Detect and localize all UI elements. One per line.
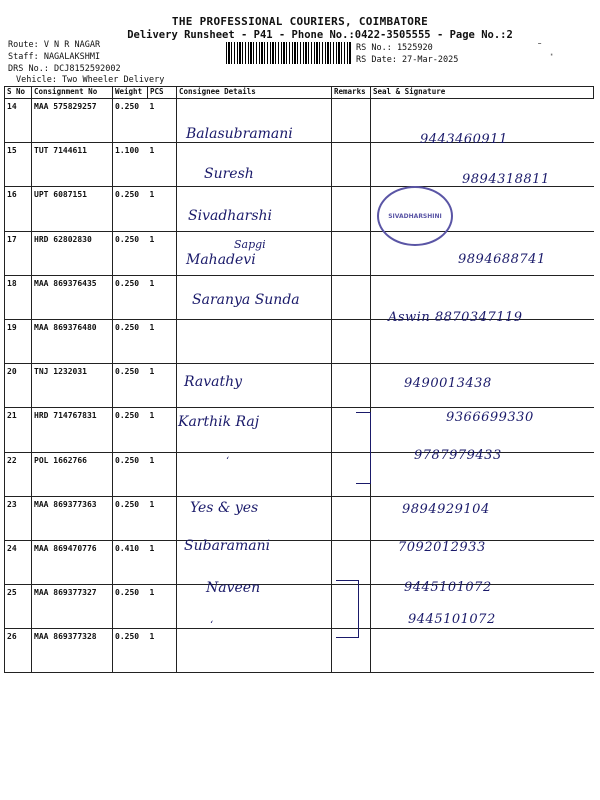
cell-consignment: TNJ 1232031: [32, 364, 113, 408]
cell-remarks: [332, 187, 371, 231]
cell-consignment: MAA 869470776: [32, 540, 113, 584]
handwritten-name: Naveen: [206, 580, 261, 596]
cell-pcs: 1: [148, 275, 177, 319]
handwritten-name: Sivadharshi: [188, 208, 273, 224]
cell-pcs: 1: [148, 364, 177, 408]
cell-remarks: [332, 275, 371, 319]
cell-sno: 15: [5, 143, 32, 187]
cell-remarks: [332, 143, 371, 187]
cell-pcs: 1: [148, 143, 177, 187]
cell-sno: 20: [5, 364, 32, 408]
cell-weight: 0.250: [113, 364, 148, 408]
cell-sno: 23: [5, 496, 32, 540]
cell-sno: 14: [5, 99, 32, 143]
handwritten-phone: 7092012933: [398, 540, 486, 555]
cell-consignment: MAA 869376480: [32, 319, 113, 363]
handwritten-phone: Aswin 8870347119: [388, 310, 523, 325]
cell-weight: 0.410: [113, 540, 148, 584]
cell-pcs: 1: [148, 540, 177, 584]
rs-date: RS Date: 27-Mar-2025: [356, 55, 459, 65]
handwritten-phone: 9894688741: [458, 252, 546, 267]
handwritten-name: Yes & yes: [190, 500, 259, 516]
cell-sno: 21: [5, 408, 32, 452]
cell-weight: 0.250: [113, 231, 148, 275]
handwritten-phone: 9894318811: [462, 172, 550, 187]
col-consignment: Consignment No: [32, 87, 113, 99]
cell-sno: 19: [5, 319, 32, 363]
cell-sno: 17: [5, 231, 32, 275]
ditto-bracket: [356, 412, 371, 484]
handwritten-name: Karthik Raj: [178, 414, 260, 430]
cell-sno: 22: [5, 452, 32, 496]
col-remarks: Remarks: [332, 87, 371, 99]
cell-consignment: TUT 7144611: [32, 143, 113, 187]
cell-weight: 0.250: [113, 496, 148, 540]
handwritten-phone: 9490013438: [404, 376, 492, 391]
cell-sno: 18: [5, 275, 32, 319]
handwritten-phone: 9445101072: [404, 580, 492, 595]
staff-label: Staff: NAGALAKSHMI: [8, 52, 101, 62]
cell-pcs: 1: [148, 187, 177, 231]
table-row: [5, 187, 594, 231]
drs-label: DRS No.: DCJ8152592002: [8, 64, 121, 74]
cell-consignment: HRD 714767831: [32, 408, 113, 452]
route-label: Route: V N R NAGAR: [8, 40, 101, 50]
cell-consignment: MAA 575829257: [32, 99, 113, 143]
cell-sno: 26: [5, 629, 32, 673]
cell-pcs: 1: [148, 99, 177, 143]
cell-pcs: 1: [148, 408, 177, 452]
cell-sno: 25: [5, 585, 32, 629]
handwritten-name: Mahadevi: [186, 252, 256, 268]
cell-pcs: 1: [148, 231, 177, 275]
cell-weight: 0.250: [113, 275, 148, 319]
handwritten-name: Subaramani: [184, 538, 271, 554]
vehicle-label: Vehicle: Two Wheeler Delivery: [16, 75, 165, 85]
rs-number: RS No.: 1525920: [356, 43, 433, 53]
table-row: [5, 364, 594, 408]
col-pcs: PCS: [148, 87, 177, 99]
cell-consignee: [177, 452, 332, 496]
handwritten-name: Balasubramani: [186, 126, 293, 142]
cell-weight: 0.250: [113, 408, 148, 452]
cell-remarks: [332, 364, 371, 408]
stray-mark: -: [536, 36, 544, 50]
cell-remarks: [332, 319, 371, 363]
handwritten-name: Ravathy: [184, 374, 243, 390]
cell-consignment: HRD 62802830: [32, 231, 113, 275]
ditto-mark: ʻ: [210, 620, 214, 631]
handwritten-phone: 9445101072: [408, 612, 496, 627]
handwritten-phone: 9894929104: [402, 502, 490, 517]
cell-pcs: 1: [148, 319, 177, 363]
cell-consignment: MAA 869377328: [32, 629, 113, 673]
ditto-bracket: [336, 580, 359, 638]
cell-consignee: [177, 629, 332, 673]
cell-weight: 0.250: [113, 629, 148, 673]
stray-mark: ·: [548, 48, 556, 62]
cell-seal: [371, 629, 594, 673]
table-row: [5, 540, 594, 584]
table-row: [5, 319, 594, 363]
runsheet-subtitle: Delivery Runsheet - P41 - Phone No.:0422-3505555 - Page No.:2: [127, 29, 513, 41]
cell-pcs: 1: [148, 629, 177, 673]
table-header: [5, 87, 594, 99]
cell-sno: 24: [5, 540, 32, 584]
cell-consignment: POL 1662766: [32, 452, 113, 496]
barcode: [226, 42, 352, 64]
cell-pcs: 1: [148, 496, 177, 540]
cell-weight: 0.250: [113, 452, 148, 496]
cell-weight: 0.250: [113, 585, 148, 629]
cell-consignment: UPT 6087151: [32, 187, 113, 231]
cell-seal: [371, 319, 594, 363]
company-title: THE PROFESSIONAL COURIERS, COIMBATORE: [171, 15, 429, 28]
seal-stamp: SIVADHARSHINI: [377, 186, 453, 246]
cell-consignee: [177, 143, 332, 187]
cell-sno: 16: [5, 187, 32, 231]
cell-consignment: MAA 869377327: [32, 585, 113, 629]
col-weight: Weight: [113, 87, 148, 99]
handwritten-name: Sapgi: [234, 238, 266, 251]
handwritten-name: Suresh: [204, 166, 254, 182]
table-row: [5, 629, 594, 673]
cell-weight: 0.250: [113, 99, 148, 143]
table-row: [5, 585, 594, 629]
table-row: [5, 496, 594, 540]
handwritten-phone: 9443460911: [420, 132, 508, 147]
cell-consignee: [177, 319, 332, 363]
cell-consignment: MAA 869377363: [32, 496, 113, 540]
col-consignee: Consignee Details: [177, 87, 332, 99]
col-seal: Seal & Signature: [371, 87, 594, 99]
handwritten-phone: 9366699330: [446, 410, 534, 425]
col-sno: S No: [5, 87, 32, 99]
cell-pcs: 1: [148, 452, 177, 496]
cell-remarks: [332, 540, 371, 584]
cell-remarks: [332, 99, 371, 143]
cell-weight: 1.100: [113, 143, 148, 187]
cell-consignment: MAA 869376435: [32, 275, 113, 319]
cell-remarks: [332, 496, 371, 540]
ditto-mark: ʻ: [226, 456, 230, 467]
cell-remarks: [332, 231, 371, 275]
handwritten-name: Saranya Sunda: [192, 292, 300, 308]
handwritten-phone: 9787979433: [414, 448, 502, 463]
cell-weight: 0.250: [113, 319, 148, 363]
table-row: [5, 452, 594, 496]
cell-weight: 0.250: [113, 187, 148, 231]
cell-pcs: 1: [148, 585, 177, 629]
